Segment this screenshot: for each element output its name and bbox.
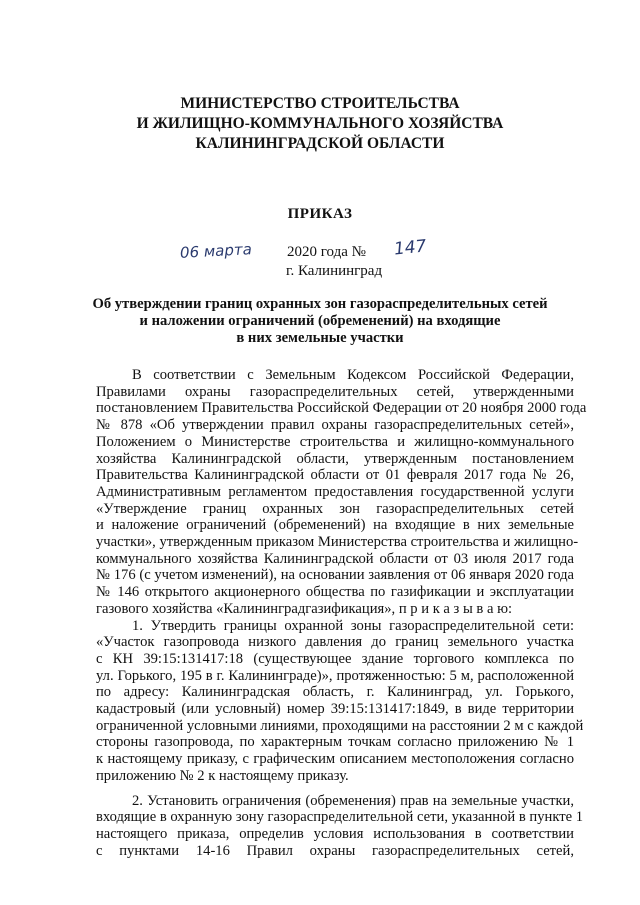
body-line: газового хозяйства «Калининградгазификация», п р и к а з ы в а ю: [96, 600, 513, 617]
body-line: постановлением Правительства Российской Федерации от 20 ноября 2000 года [96, 400, 587, 417]
ministry-line: И ЖИЛИЩНО-КОММУНАЛЬНОГО ХОЗЯЙСТВА [136, 115, 504, 132]
subject-line: Об утверждении границ охранных зон газораспределительных сетей [92, 296, 548, 312]
document-type: ПРИКАЗ [287, 206, 353, 222]
body-line: ул. Горького, 195 в г. Калининграде)», протяженностью: 5 м, расположенной [96, 667, 574, 684]
body-line: стороны газопровода, по характерным точкам согласно приложению № 1 [96, 734, 574, 751]
body-line: Правилами охраны газораспределительных сетей, утвержденными [96, 383, 574, 400]
body-line: 1. Утвердить границы охранной зоны газораспределительной сети: [132, 617, 574, 634]
handwritten-date: 06 марта [179, 240, 253, 262]
order-subject [0, 296, 640, 347]
body-line: «Участок газопровода низкого давления до границ земельного участка [96, 634, 574, 651]
body-line: по адресу: Калининградская область, г. Калининград, ул. Горького, [96, 684, 574, 701]
subject-line: и наложении ограничений (обременений) на входящие [139, 313, 501, 329]
body-line: В соответствии с Земельным Кодексом Российской Федерации, [132, 367, 574, 383]
body-line: «Утверждение границ охранных зон газораспределительных сетей [96, 500, 574, 517]
body-line: № 878 «Об утверждении правил охраны газораспределительных сетей», [96, 417, 574, 434]
body-line: 2. Установить ограничения (обременения) прав на земельные участки, [132, 792, 574, 809]
body-line: с КН 39:15:131417:18 (существующее здание торгового комплекса по [96, 650, 574, 667]
body-line: настоящего приказа, определив условия использования в соответствии [96, 825, 574, 842]
subject-line: в них земельные участки [236, 330, 404, 346]
body-line: входящие в охранную зону газораспределительной сети, указанной в пункте 1 [96, 809, 584, 826]
body-line: с пунктами 14-16 Правил охраны газораспределительных сетей, [96, 842, 574, 859]
body-line: кадастровый (или условный) номер 39:15:131417:1849, в виде территории [96, 701, 574, 718]
body-line: хозяйства Калининградской области, утвержденным постановлением [96, 450, 574, 467]
body-line: Правительства Калининградской области от 01 февраля 2017 года № 26, [96, 467, 574, 484]
body-line: к настоящему приказу, с графическим описанием местоположения согласно [96, 751, 574, 768]
body-line: № 176 (с учетом изменений), на основании заявления от 06 января 2020 года [96, 567, 574, 584]
ministry-header [0, 94, 640, 154]
body-line: Положением о Министерстве строительства и жилищно-коммунального [96, 433, 574, 450]
body-line: участки», утвержденным приказом Министерства строительства и жилищно- [96, 534, 579, 551]
body-line: № 146 открытого акционерного общества по газификации и эксплуатации [96, 584, 574, 601]
body-line: приложению № 2 к настоящему приказу. [96, 767, 349, 784]
ministry-line: МИНИСТЕРСТВО СТРОИТЕЛЬСТВА [180, 95, 460, 112]
order-body [96, 367, 587, 859]
body-line: Административным регламентом предоставления государственной услуги [96, 483, 574, 500]
year-label: 2020 года № [287, 244, 366, 260]
city-label: г. Калининград [286, 263, 383, 279]
handwritten-order-number: 147 [393, 236, 428, 260]
ministry-line: КАЛИНИНГРАДСКОЙ ОБЛАСТИ [195, 135, 445, 152]
body-line: коммунального хозяйства Калининградской области от 03 июля 2017 года [96, 550, 574, 567]
body-line: и наложение ограничений (обременений) на входящие в них земельные [96, 517, 574, 534]
body-line: ограниченной условными линиями, проходящими на расстоянии 2 м с каждой [96, 717, 584, 734]
